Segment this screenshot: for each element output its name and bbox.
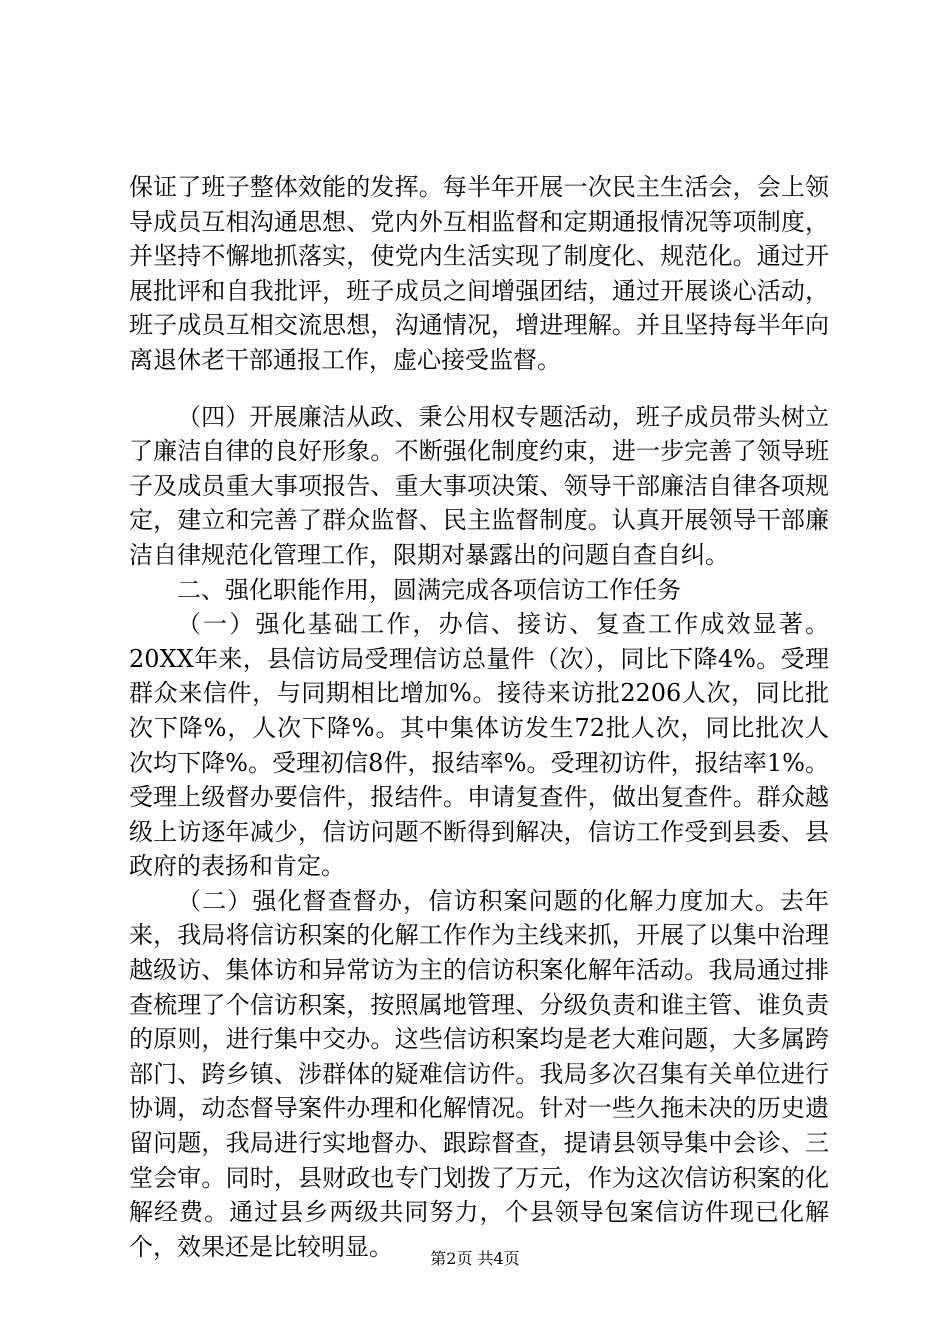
- page-number-footer: 第2页 共4页: [430, 1249, 520, 1268]
- paragraph-subsection-1: （一）强化基础工作，办信、接访、复查工作成效显著。20XX年来，县信访局受理信访总量件（次），同比下降4%。受理群众来信件，与同期相比增加%。接待来访批2206人次，同比批次下降%，人次下降%。其中集体访发生72批人次，同比批次人次均下降%。受理初信8件，报结率%。受理初访件，报结率1%。受理上级督办要信件，报结件。申请复查件，做出复查件。群众越级上访逐年减少，信访问题不断得到解决，信访工作受到县委、县政府的表扬和肯定。: [129, 610, 829, 881]
- section-heading-2: 二、强化职能作用，圆满完成各项信访工作任务: [177, 575, 681, 604]
- paragraph-section-4: （四）开展廉洁从政、秉公用权专题活动，班子成员带头树立了廉洁自律的良好形象。不断强化制度约束，进一步完善了领导班子及成员重大事项报告、重大事项决策、领导干部廉洁自律各项规定，建立和完善了群众监督、民主监督制度。认真开展领导干部廉洁自律规范化管理工作，限期对暴露出的问题自查自纠。: [129, 402, 829, 569]
- document-body: [129, 170, 829, 1264]
- paragraph-continuation: 保证了班子整体效能的发挥。每半年开展一次民主生活会，会上领导成员互相沟通思想、党内外互相监督和定期通报情况等项制度，并坚持不懈地抓落实，使党内生活实现了制度化、规范化。通过开展批评和自我批评，班子成员之间增强团结，通过开展谈心活动，班子成员互相交流思想，沟通情况，增进理解。并且坚持每半年向离退休老干部通报工作，虚心接受监督。: [129, 173, 829, 374]
- paragraph-subsection-2: （二）强化督查督办，信访积案问题的化解力度加大。去年来，我局将信访积案的化解工作作为主线来抓，开展了以集中治理越级访、集体访和异常访为主的信访积案化解年活动。我局通过排查梳理了个信访积案，按照属地管理、分级负责和谁主管、谁负责的原则，进行集中交办。这些信访积案均是老大难问题，大多属跨部门、跨乡镇、涉群体的疑难信访件。我局多次召集有关单位进行协调，动态督导案件办理和化解情况。针对一些久拖未决的历史遗留问题，我局进行实地督办、跟踪督查，提请县领导集中会诊、三堂会审。同时，县财政也专门划拨了万元，作为这次信访积案的化解经费。通过县乡两级共同努力，个县领导包案信访件现已化解个，效果还是比较明显。: [129, 886, 829, 1261]
